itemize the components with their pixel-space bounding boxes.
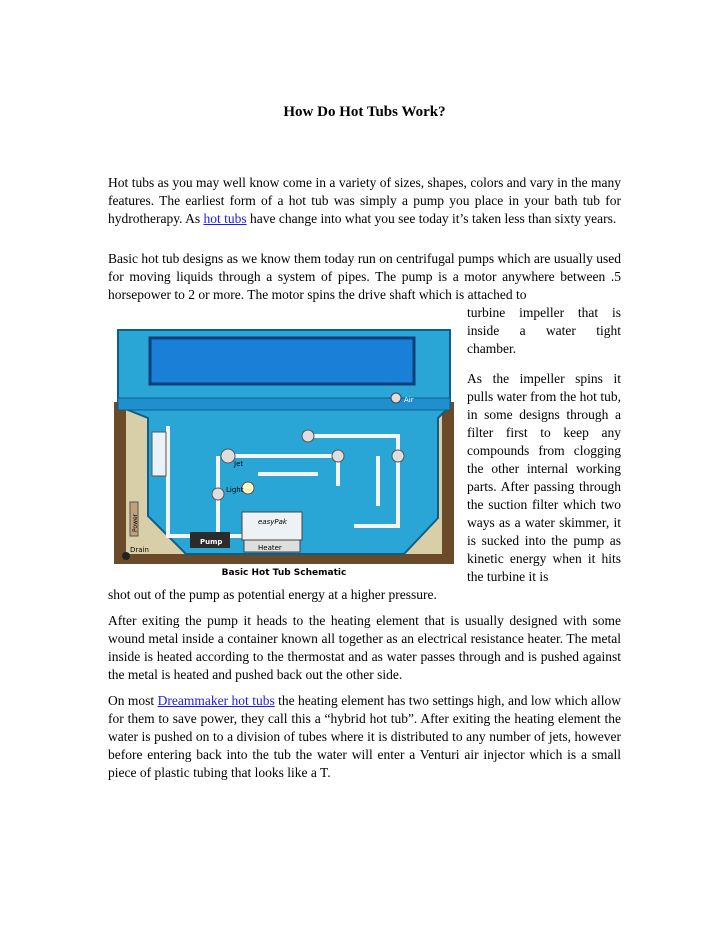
light-label: Light — [226, 486, 244, 494]
hot-tubs-link[interactable]: hot tubs — [203, 211, 247, 226]
pump-label: Pump — [200, 538, 223, 546]
cabinet-base — [114, 554, 454, 564]
paragraph-impeller-end: shot out of the pump as potential energy at a higher pressure. — [108, 587, 437, 602]
control-box — [242, 512, 302, 540]
air-label: Air — [404, 396, 414, 404]
light-icon — [242, 482, 254, 494]
drain-icon — [122, 552, 130, 560]
paragraph-intro — [108, 174, 621, 228]
hot-tub-schematic — [108, 306, 460, 568]
jet-icon — [392, 450, 404, 462]
power-label: Power — [132, 513, 139, 532]
paragraph-pumps-continued: turbine impeller that is inside a water tight chamber. — [467, 305, 621, 356]
jet-icon — [212, 488, 224, 500]
heater-label: Heater — [258, 544, 282, 552]
text-run: Hot tubs as you may well know come in a variety of sizes, shapes, colors and vary in the many features. The earliest form of a hot tub was simply a pump you place in your bath tub for hydrotherapy. As — [108, 175, 621, 226]
dreammaker-hot-tubs-link[interactable]: Dreammaker hot tubs — [157, 693, 275, 708]
jet-icon — [332, 450, 344, 462]
drain-label: Drain — [130, 546, 149, 554]
hot-tub-schematic-figure — [108, 306, 460, 582]
water-surface — [150, 338, 414, 384]
text-run: On most — [108, 693, 158, 708]
jet-label: Jet — [234, 460, 244, 468]
paragraph-heater: After exiting the pump it heads to the heating element that is usually designed with some wound metal inside a container known all together as an electrical resistance heater. The metal inside is heated according to the thermostat and as water passes through and is pushed against the metal is heated and pushed back out the other side. — [108, 613, 621, 682]
text-run: the heating element has two settings high, and low which allow for them to save power, they call this a “hybrid hot tub”. After exiting the heating element the water is pushed on to a division of tubes where it is distributed to any number of jets, however before entering back into the tub the water will enter a Venturi air injector which is a small piece of plastic tubing that looks like a T. — [108, 693, 621, 780]
jet-icon — [221, 449, 235, 463]
filter-icon — [152, 432, 166, 476]
paragraph-pumps: Basic hot tub designs as we know them today run on centrifugal pumps which are usually used for moving liquids through a system of pipes. The pump is a motor anywhere between .5 horsepower to 2 or more. The motor spins the drive shaft which is attached to — [108, 251, 621, 302]
control-label: easyPak — [258, 518, 287, 526]
jet-icon — [302, 430, 314, 442]
paragraph-impeller: As the impeller spins it pulls water from the hot tub, in some designs through a filter first to keep any compounds from clogging the other internal working parts. After passing through the suction filter which two ways as a water skimmer, it is sucked into the pump as kinetic energy when it hits the turbine it is — [467, 371, 621, 584]
page-title: How Do Hot Tubs Work? — [283, 104, 446, 120]
figure-caption: Basic Hot Tub Schematic — [221, 568, 347, 578]
cabinet-left-wall — [114, 402, 126, 558]
air-button-icon — [391, 393, 401, 403]
paragraph-dreammaker — [108, 692, 621, 782]
text-run: have change into what you see today it’s taken less than sixty years. — [246, 211, 617, 226]
cabinet-right-wall — [442, 402, 454, 558]
